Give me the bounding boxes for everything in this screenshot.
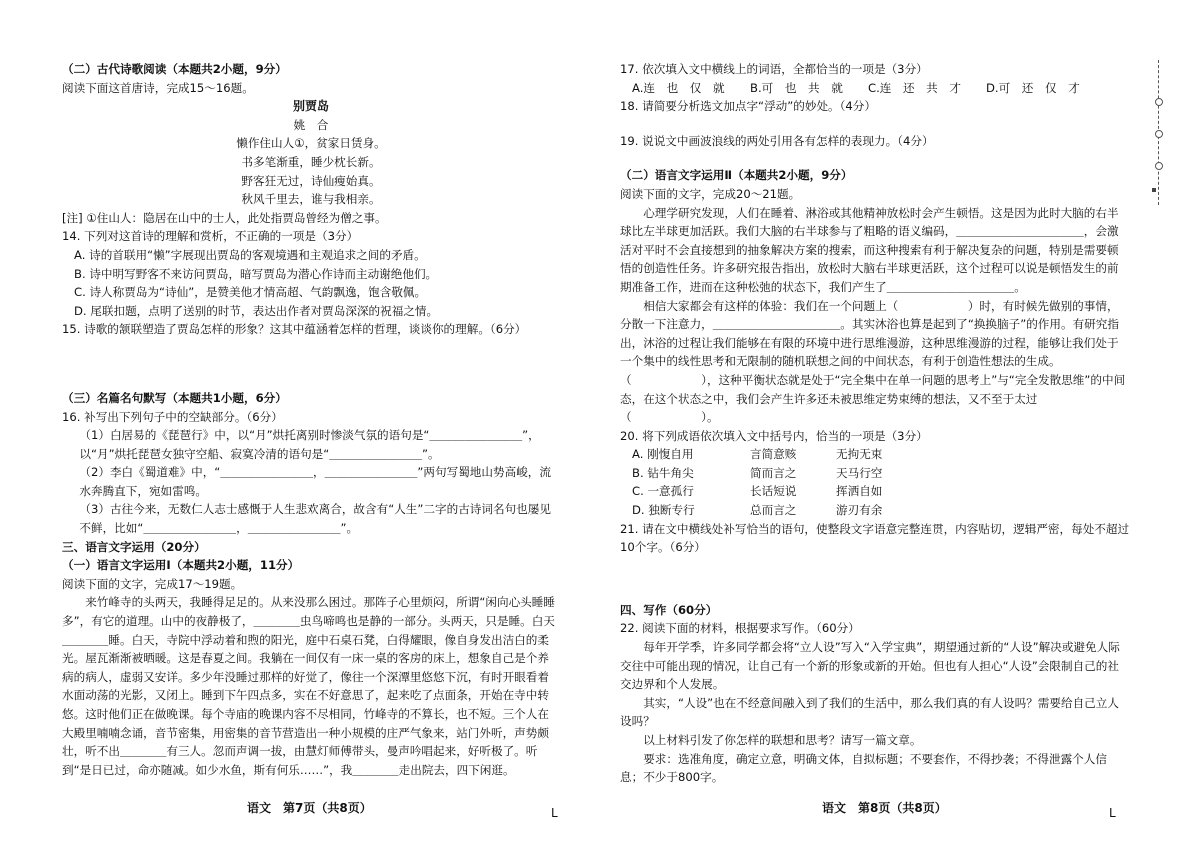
page-8-content bbox=[620, 60, 1130, 787]
option-item: A. 诗的首联用“懒”字展现出贾岛的客观境遇和主观追求之间的矛盾。 bbox=[74, 247, 426, 262]
text-line: 阅读下面的文字，完成17～19题。 bbox=[62, 576, 243, 591]
option-item: C.连 还 共 才 bbox=[868, 80, 961, 95]
binding-hole-icon bbox=[1155, 130, 1163, 138]
option-item: B. 诗中明写野客不来访问贾岛，暗写贾岛为潜心作诗而主动谢绝他们。 bbox=[74, 266, 438, 281]
option-row bbox=[620, 482, 1130, 501]
answer-space bbox=[62, 339, 560, 389]
answer-space bbox=[620, 557, 1130, 601]
option-item: B.可 也 共 就 bbox=[750, 80, 843, 95]
binding-hole-icon bbox=[1155, 162, 1163, 170]
answer-space bbox=[620, 116, 1130, 132]
poem-line: 姚 合 bbox=[293, 117, 329, 132]
section-heading: （二）语言文字运用Ⅱ（本题共2小题，9分） bbox=[620, 168, 853, 183]
answer-space bbox=[620, 150, 1130, 166]
paragraph: 其实，“人设”也在不经意间融入到了我们的生活中，那么我们真的有人设吗？需要给自己立人设吗？ bbox=[620, 695, 1119, 729]
sub-question: （3）古往今来，无数仁人志士感慨于人生悲欢离合，故含有“人生”二字的古诗词名句也屡见不鲜，比如“＿＿＿＿＿＿＿＿，＿＿＿＿＿＿＿＿”。 bbox=[79, 502, 551, 536]
paragraph: 心理学研究发现，人们在睡着、淋浴或其他精神放松时会产生顿悟。这是因为此时大脑的右半球比左半球更加活跃。我们大脑的右半球参与了粗略的语义编码，＿＿＿＿＿＿＿＿＿＿＿，会激活对平时不会直接想到的抽象解决方案的搜索，而这种搜索有利于解决复杂的问题，特别是需要顿悟的创造性任务。许多研究报告指出，放松时大脑右半球更活跃，这个过程可以说是顿悟发生的前期准备工作，进而在这种松弛的状态下，我们产生了＿＿＿＿＿＿＿＿＿＿＿。 bbox=[620, 205, 1119, 294]
option-row bbox=[620, 501, 1130, 520]
option-row bbox=[620, 79, 1130, 98]
poem-line: 野客狂无过，诗仙瘦始真。 bbox=[241, 173, 381, 188]
section-heading: 三、语言文字运用（20分） bbox=[62, 539, 206, 554]
text-line: [注] ①住山人：隐居在山中的士人，此处指贾岛曾经为僧之事。 bbox=[62, 210, 387, 225]
option-item: 游刃有余 bbox=[836, 503, 883, 518]
option-item: 无拘无束 bbox=[836, 447, 883, 462]
option-item: A.连 也 仅 就 bbox=[632, 80, 725, 95]
option-item: D.可 还 仅 才 bbox=[986, 80, 1080, 95]
paragraph: 每年开学季，许多同学都会将“立人设”写入“入学宝典”，期望通过新的“人设”解决或避免人际交往中可能出现的情况，让自己有一个新的形象或新的开始。但也有人担心“人设”会限制自己的社交边界和个人发展。 bbox=[620, 640, 1120, 692]
text-line: 15. 诗歌的颔联塑造了贾岛怎样的形象？这其中蕴涵着怎样的哲理，谈谈你的理解。（6分） bbox=[62, 322, 527, 337]
option-item: B. 钻牛角尖 bbox=[632, 465, 694, 480]
poem-line: 秋风千里去，谁与我相亲。 bbox=[241, 192, 381, 207]
section-heading: （三）名篇名句默写（本题共1小题，6分） bbox=[62, 390, 287, 405]
paragraph: 来竹峰寺的头两天，我睡得足足的。从来没那么困过。那阵子心里烦闷，所谓“闲向心头睡睡多”，有它的道理。山中的夜静极了，＿＿＿＿虫鸟啼鸣也是静的一部分。头两天，只是睡。白天＿＿＿＿睡。白天，寺院中浮动着和煦的阳光，庭中石桌石凳，白得耀眼，像自身发出洁白的柔光。屋瓦渐渐被晒暖。这是春夏之间。我躺在一间仅有一床一桌的客房的床上，想象自己是个养病的病人，虚弱又安详。多少年没睡过那样的好觉了，像往一个深潭里悠悠下沉，有时开眼看着水面动荡的光影，又闭上。睡到下午四点多，实在不好意思了，起来吃了点面条，开始在寺中转悠。这时他们正在做晚课。每个寺庙的晚课内容不尽相同，竹峰寺的不算长，也不短。三个人在大殿里喃喃念诵，音节密集，用密集的音节营造出一种小规模的庄严气象来，站门外听，声势颇壮，听不出＿＿＿＿有三人。忽而声调一拔，由慧灯师傅带头，曼声吟唱起来，好听极了。听到“是日已过，命亦随减。如少水鱼，斯有何乐……”，我＿＿＿＿走出院去，四下闲逛。 bbox=[62, 595, 555, 777]
page-7-footer: 语文 第7页（共8页） bbox=[247, 801, 372, 815]
text-line: 17. 依次填入文中横线上的词语，全都恰当的一项是（3分） bbox=[620, 62, 928, 76]
paragraph: 要求：选准角度，确定立意，明确文体，自拟标题；不要套作，不得抄袭；不得泄露个人信息；不少于800字。 bbox=[620, 751, 1107, 785]
section-heading: （二）古代诗歌阅读（本题共2小题，9分） bbox=[62, 62, 287, 76]
text-line: 14. 下列对这首诗的理解和赏析，不正确的一项是（3分） bbox=[62, 229, 359, 244]
binding-mark bbox=[1152, 188, 1156, 192]
section-heading: 四、写作（60分） bbox=[620, 602, 718, 617]
page-7-mark: L bbox=[551, 806, 558, 820]
option-item: D. 尾联扣题，点明了送别的时节，表达出作者对贾岛深深的祝福之情。 bbox=[74, 303, 439, 318]
paragraph: 以上材料引发了你怎样的联想和思考？请写一篇文章。 bbox=[643, 733, 922, 747]
option-item: 天马行空 bbox=[836, 465, 883, 480]
text-line: 20. 将下列成语依次填入文中括号内，恰当的一项是（3分） bbox=[620, 428, 928, 443]
option-row bbox=[620, 464, 1130, 483]
text-line: 19. 说说文中画波浪线的两处引用各有怎样的表现力。（4分） bbox=[620, 133, 934, 148]
option-item: 简而言之 bbox=[750, 465, 797, 480]
poem-line: 书多笔渐重，睡少枕长新。 bbox=[241, 154, 381, 169]
text-line: 21. 请在文中横线处补写恰当的语句，使整段文字语意完整连贯，内容贴切，逻辑严密，每处不超过10个字。（6分） bbox=[620, 521, 1130, 555]
text-line: 18. 请简要分析选文加点字“浮动”的妙处。（4分） bbox=[620, 99, 876, 114]
section-heading: （一）语言文字运用Ⅰ（本题共2小题，11分） bbox=[62, 558, 300, 573]
text-line: 22. 阅读下面的材料，根据要求写作。（60分） bbox=[620, 621, 860, 636]
option-item: C. 一意孤行 bbox=[632, 484, 694, 499]
page-8-mark: L bbox=[1109, 806, 1116, 820]
text-line: 阅读下面的文字，完成20～21题。 bbox=[620, 186, 801, 201]
binding-hole-icon bbox=[1155, 98, 1163, 106]
option-item: 总而言之 bbox=[750, 503, 797, 518]
sub-question: （1）白居易的《琵琶行》中，以“月”烘托离别时惨淡气氛的语句是“＿＿＿＿＿＿＿＿”，以“月”烘托琵琶女独守空船、寂寞冷清的语句是“＿＿＿＿＿＿＿＿”。 bbox=[79, 428, 540, 461]
option-item: A. 刚愎自用 bbox=[632, 447, 694, 462]
option-item: C. 诗人称贾岛为“诗仙”，是赞美他才情高超、气韵飘逸，饱含敬佩。 bbox=[74, 285, 427, 300]
sub-question: （2）李白《蜀道难》中，“＿＿＿＿＿＿＿＿，＿＿＿＿＿＿＿＿”两句写蜀地山势高峻，流水奔腾直下，宛如雷鸣。 bbox=[79, 465, 551, 498]
option-item: 长话短说 bbox=[750, 484, 797, 499]
page-7-content bbox=[62, 60, 560, 779]
option-item: 言简意赅 bbox=[750, 447, 797, 462]
poem-title: 别贾岛 bbox=[292, 99, 329, 114]
paragraph: 相信大家都会有这样的体验：我们在一个问题上（ ）时，有时候先做别的事情，分散一下注意力，＿＿＿＿＿＿＿＿＿＿＿。其实沐浴也算是起到了“换换脑子”的作用。有研究指出，沐浴的过程让我们能够在有限的环境中进行思维漫游，这种思维漫游的过程，能够让我们处于一个集中的线性思考和无限制的随机联想之间的中间状态，有利于创造性想法的生成。（ ），这种平衡状态就是处于“完全集中在单一问题的思考上”与“完全发散思维”的中间态，在这个状态之中，我们会产生许多还未被思维定势束缚的想法，又不至于太过（ ）。 bbox=[620, 298, 1126, 425]
page-8-footer: 语文 第8页（共8页） bbox=[822, 801, 947, 815]
page-8 bbox=[600, 0, 1200, 849]
poem-line: 懒作住山人①，贫家日赁身。 bbox=[236, 136, 386, 151]
option-item: 挥洒自如 bbox=[836, 484, 883, 499]
option-row bbox=[620, 445, 1130, 464]
text-line: 阅读下面这首唐诗，完成15～16题。 bbox=[62, 80, 254, 95]
text-line: 16. 补写出下列句子中的空缺部分。（6分） bbox=[62, 409, 283, 424]
option-item: D. 独断专行 bbox=[632, 503, 695, 518]
